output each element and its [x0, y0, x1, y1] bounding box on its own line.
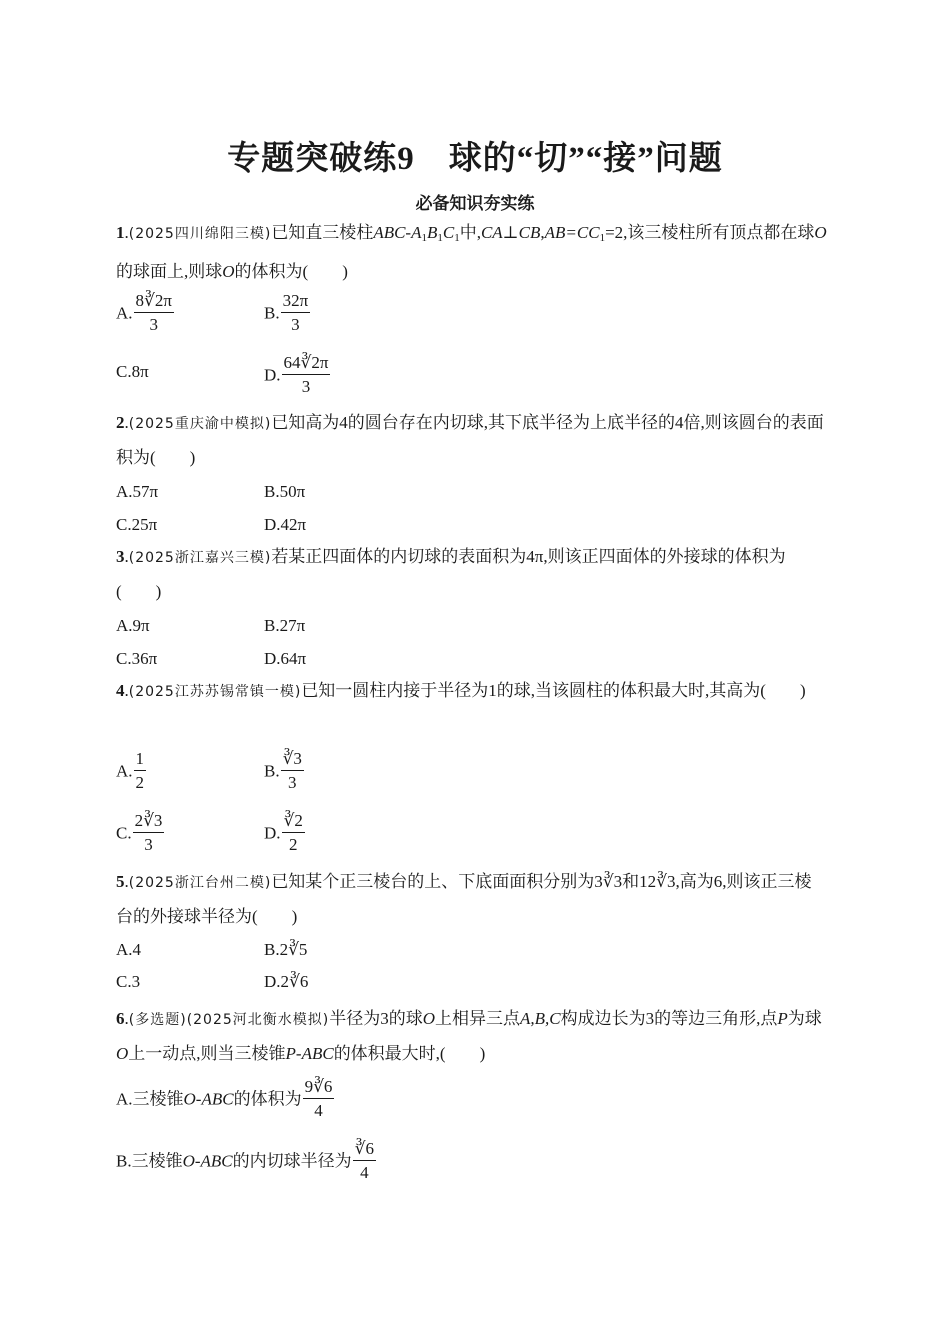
option-a[interactable]: A. $\frac{8∛2\pi}{3}$ — [116, 291, 172, 334]
question-2: 2.(2025重庆渝中模拟)已知高为4的圆台存在内切球,其下底半径为上底半径的4倍,则该圆台的表面积为( ) — [116, 413, 824, 467]
option-b[interactable]: B. $\frac{32\pi}{3}$ — [264, 291, 309, 334]
page-title: 专题突破练9 球的“切”“接”问题 — [227, 141, 723, 177]
option-b[interactable]: B.27π — [264, 616, 306, 635]
option-b[interactable]: B. $\frac{∛3}{3}$ — [264, 749, 302, 792]
section-subtitle: 必备知识夯实练 — [415, 194, 535, 213]
option-a[interactable]: A.9π — [116, 616, 150, 635]
option-d[interactable]: D.42π — [264, 515, 307, 534]
option-d[interactable]: D.2∛6 — [264, 972, 309, 991]
option-a[interactable]: A.4 — [116, 940, 142, 959]
option-c[interactable]: C.25π — [116, 515, 158, 534]
option-b[interactable]: B.三棱锥O-ABC的内切球半径为 $\frac{∛6}{4}$ — [116, 1139, 374, 1182]
option-c[interactable]: C.8π — [116, 362, 149, 381]
option-a[interactable]: A.57π — [116, 482, 159, 501]
question-tag: (多选题) — [128, 1012, 187, 1028]
question-5: 5.(2025浙江台州二模)已知某个正三棱台的上、下底面面积分别为3∛3和12∛3,高为6,则该正三棱台的外接球半径为( ) — [116, 872, 812, 926]
option-a[interactable]: A. $\frac{1}{2}$ — [116, 749, 145, 792]
question-number: 1 — [116, 223, 125, 242]
question-6: 6.(多选题)(2025河北衡水模拟)半径为3的球O上相异三点A,B,C构成边长为3的等边三角形,点P为球O上一动点,则当三棱锥P-ABC的体积最大时,( ) — [116, 1009, 822, 1063]
option-c[interactable]: C.3 — [116, 972, 141, 991]
question-source: (2025四川绵阳三模) — [128, 226, 272, 242]
question-4: 4.(2025江苏苏锡常镇一模)已知一圆柱内接于半径为1的球,当该圆柱的体积最大时,其高为( ) — [116, 681, 806, 700]
option-a[interactable]: A.三棱锥O-ABC的体积为 $\frac{9∛6}{4}$ — [116, 1077, 333, 1120]
option-d[interactable]: D.64π — [264, 649, 307, 668]
option-c[interactable]: C. $\frac{2∛3}{3}$ — [116, 811, 163, 854]
question-3: 3.(2025浙江嘉兴三模)若某正四面体的内切球的表面积为4π,则该正四面体的外接球的体积为( ) — [116, 547, 786, 601]
option-c[interactable]: C.36π — [116, 649, 158, 668]
option-d[interactable]: D. $\frac{64∛2\pi}{3}$ — [264, 353, 329, 396]
question-1: 1.(2025四川绵阳三模)已知直三棱柱ABC-$A_1B_1C_1$中$,CA\perp CB,AB=CC_1=2$,该三棱柱所有顶点都在球O的球面上,则球O的体积为( ) — [116, 223, 827, 281]
option-d[interactable]: D. $\frac{∛2}{2}$ — [264, 811, 303, 854]
option-b[interactable]: B.50π — [264, 482, 306, 501]
option-b[interactable]: B.2∛5 — [264, 940, 308, 959]
